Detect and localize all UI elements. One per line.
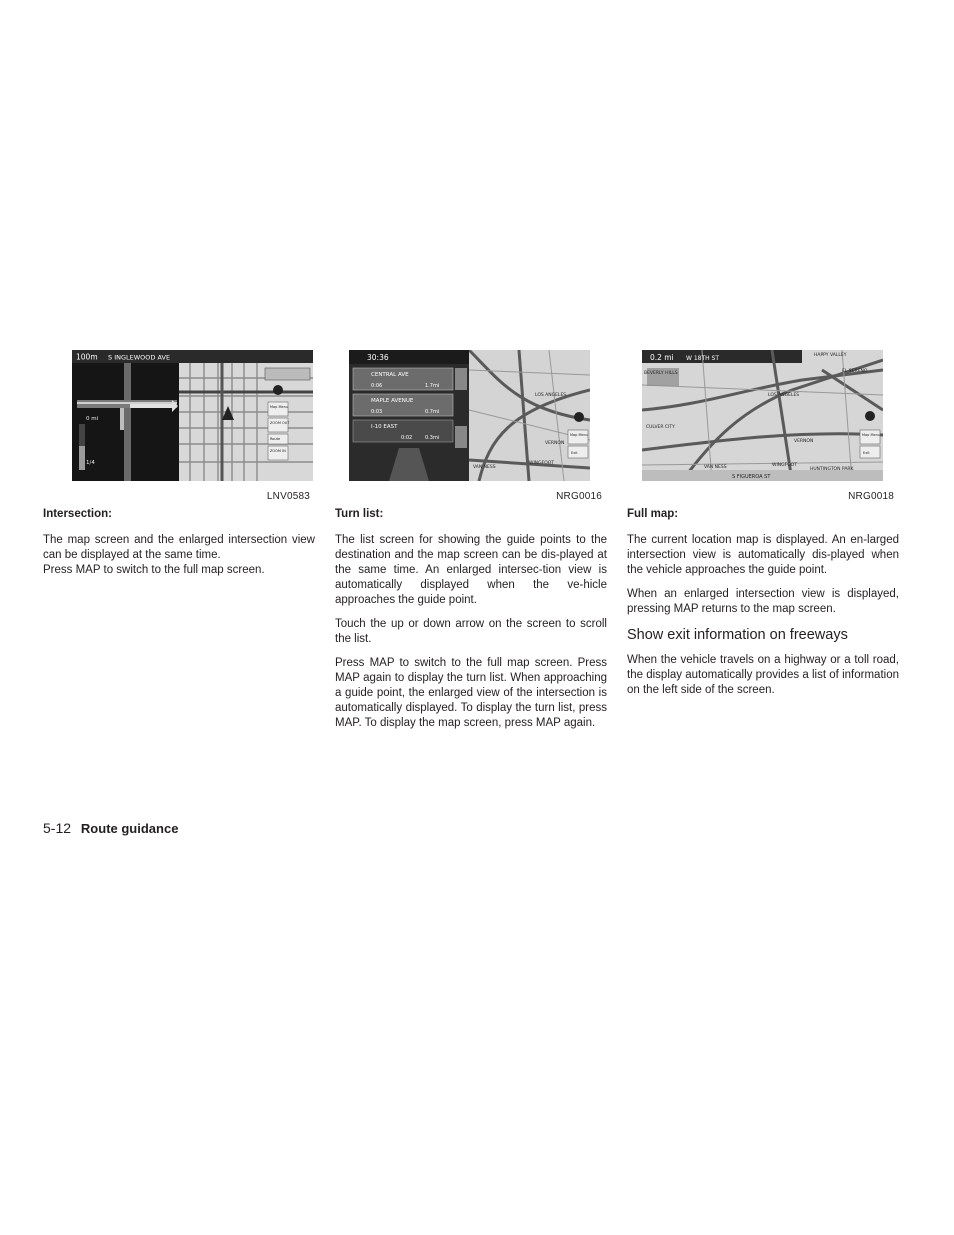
turn-list-time: 30:36 (367, 353, 389, 362)
intersection-btn-zoom-in[interactable]: ZOOM IN (270, 449, 286, 453)
full-map-place: VERNON (794, 439, 814, 444)
figure-code: LNV0583 (266, 491, 310, 502)
section-heading-intersection: Intersection: (43, 508, 113, 520)
paragraph (43, 533, 315, 578)
full-map-place: HUNTINGTON PARK (810, 467, 854, 472)
turn-list-street-2[interactable]: MAPLE AVENUE (371, 398, 414, 404)
full-map-place: EL SERENO (842, 369, 868, 374)
full-map-place: CULVER CITY (646, 425, 675, 430)
turn-list-btn-exit[interactable]: Exit (571, 451, 578, 455)
column-full-map (627, 350, 899, 707)
turn-list-time-3: 0:02 (401, 435, 413, 441)
figure-code: NRG0016 (556, 491, 602, 502)
full-map-screen-graphic (642, 350, 883, 481)
turn-list-place: WINGFOOT (529, 461, 555, 466)
full-map-place: VAN NESS (704, 465, 727, 470)
intersection-screen (72, 350, 313, 481)
turn-list-time-1: 0:06 (371, 383, 383, 389)
paragraph: The list screen for showing the guide points to the destination and the map screen can be dis-played at the same time. An enlarged intersec-tion view is automatically displayed when the ve-hicle approaches the guide point. (335, 534, 607, 606)
paragraph: When an enlarged intersection view is displayed, pressing MAP returns to the map screen. (627, 588, 899, 615)
turn-list-place: VERNON (545, 441, 565, 446)
paragraph: Touch the up or down arrow on the screen to scroll the list. (335, 618, 607, 645)
full-map-place: WINGFOOT (772, 463, 798, 468)
turn-list-dist-1: 1.7mi (425, 383, 440, 389)
turn-list-dist-2: 0.7mi (425, 409, 440, 415)
turn-list-time-2: 0:03 (371, 409, 383, 415)
intersection-bar-distance: 100m (76, 352, 98, 362)
full-map-btn-map-menu[interactable]: Map Menu (862, 433, 881, 437)
footer-section-title: Route guidance (80, 821, 179, 836)
section-heading-full-map: Full map: (627, 508, 679, 520)
turn-list-btn-map-menu[interactable]: Map Menu (570, 433, 589, 437)
full-map-btn-exit[interactable]: Exit (863, 451, 870, 455)
column-turn-list (335, 350, 607, 740)
intersection-distance-label: 0 mi (86, 416, 99, 422)
intersection-btn-map-menu[interactable]: Map Menu (270, 405, 289, 409)
turn-list-screen-graphic (349, 350, 590, 481)
paragraph-line: The map screen and the enlarged intersection view can be displayed at the same time. (43, 534, 315, 561)
full-map-place: LOS ANGELES (768, 393, 800, 398)
turn-list-street-3[interactable]: I-10 EAST (371, 424, 398, 430)
paragraph-line: Press MAP to switch to the full map screen. (43, 564, 265, 576)
full-map-screen (642, 350, 883, 481)
page-number: 5-12 (43, 820, 72, 836)
turn-list-dist-3: 0.3mi (425, 435, 440, 441)
full-map-bottom-street: S FIGUEROA ST (732, 474, 771, 480)
full-map-place: HAPPY VALLEY (814, 353, 847, 358)
section-heading-turn-list: Turn list: (335, 508, 384, 520)
figure-intersection (43, 350, 315, 482)
turn-list-place: VAN NESS (473, 465, 496, 470)
paragraph: When the vehicle travels on a highway or a toll road, the display automatically provides a list of information on the left side of the screen. (627, 654, 899, 696)
full-map-bar-distance: 0.2 mi (650, 353, 674, 362)
intersection-btn-zoom-out[interactable]: ZOOM OUT (270, 421, 290, 425)
figure-full-map (627, 350, 899, 482)
turn-list-place: LOS ANGELES (535, 393, 567, 398)
figure-code: NRG0018 (848, 491, 894, 502)
turn-list-screen (349, 350, 590, 481)
column-intersection (43, 350, 315, 587)
intersection-screen-graphic (72, 350, 313, 481)
figure-turn-list (335, 350, 607, 482)
intersection-bar-street: S INGLEWOOD AVE (108, 353, 171, 362)
full-map-place: BEVERLY HILLS (644, 371, 678, 376)
paragraph: Press MAP to switch to the full map screen. Press MAP again to display the turn list. When approaching a guide point, the enlarged view of the intersection is automatically displayed. To display the turn list, press MAP. To display the map screen, press MAP again. (335, 657, 607, 729)
page-footer (43, 820, 178, 836)
turn-list-street-1[interactable]: CENTRAL AVE (371, 372, 409, 378)
full-map-bar-street: W 18TH ST (686, 355, 720, 362)
section-title: Show exit information on freeways (627, 627, 848, 643)
paragraph: The current location map is displayed. An en-larged intersection view is automatically dis-played when the vehicle approaches the guide point. (627, 534, 899, 576)
intersection-scale-label: 1/4 (86, 460, 95, 466)
intersection-btn-route[interactable]: Route (270, 437, 281, 441)
